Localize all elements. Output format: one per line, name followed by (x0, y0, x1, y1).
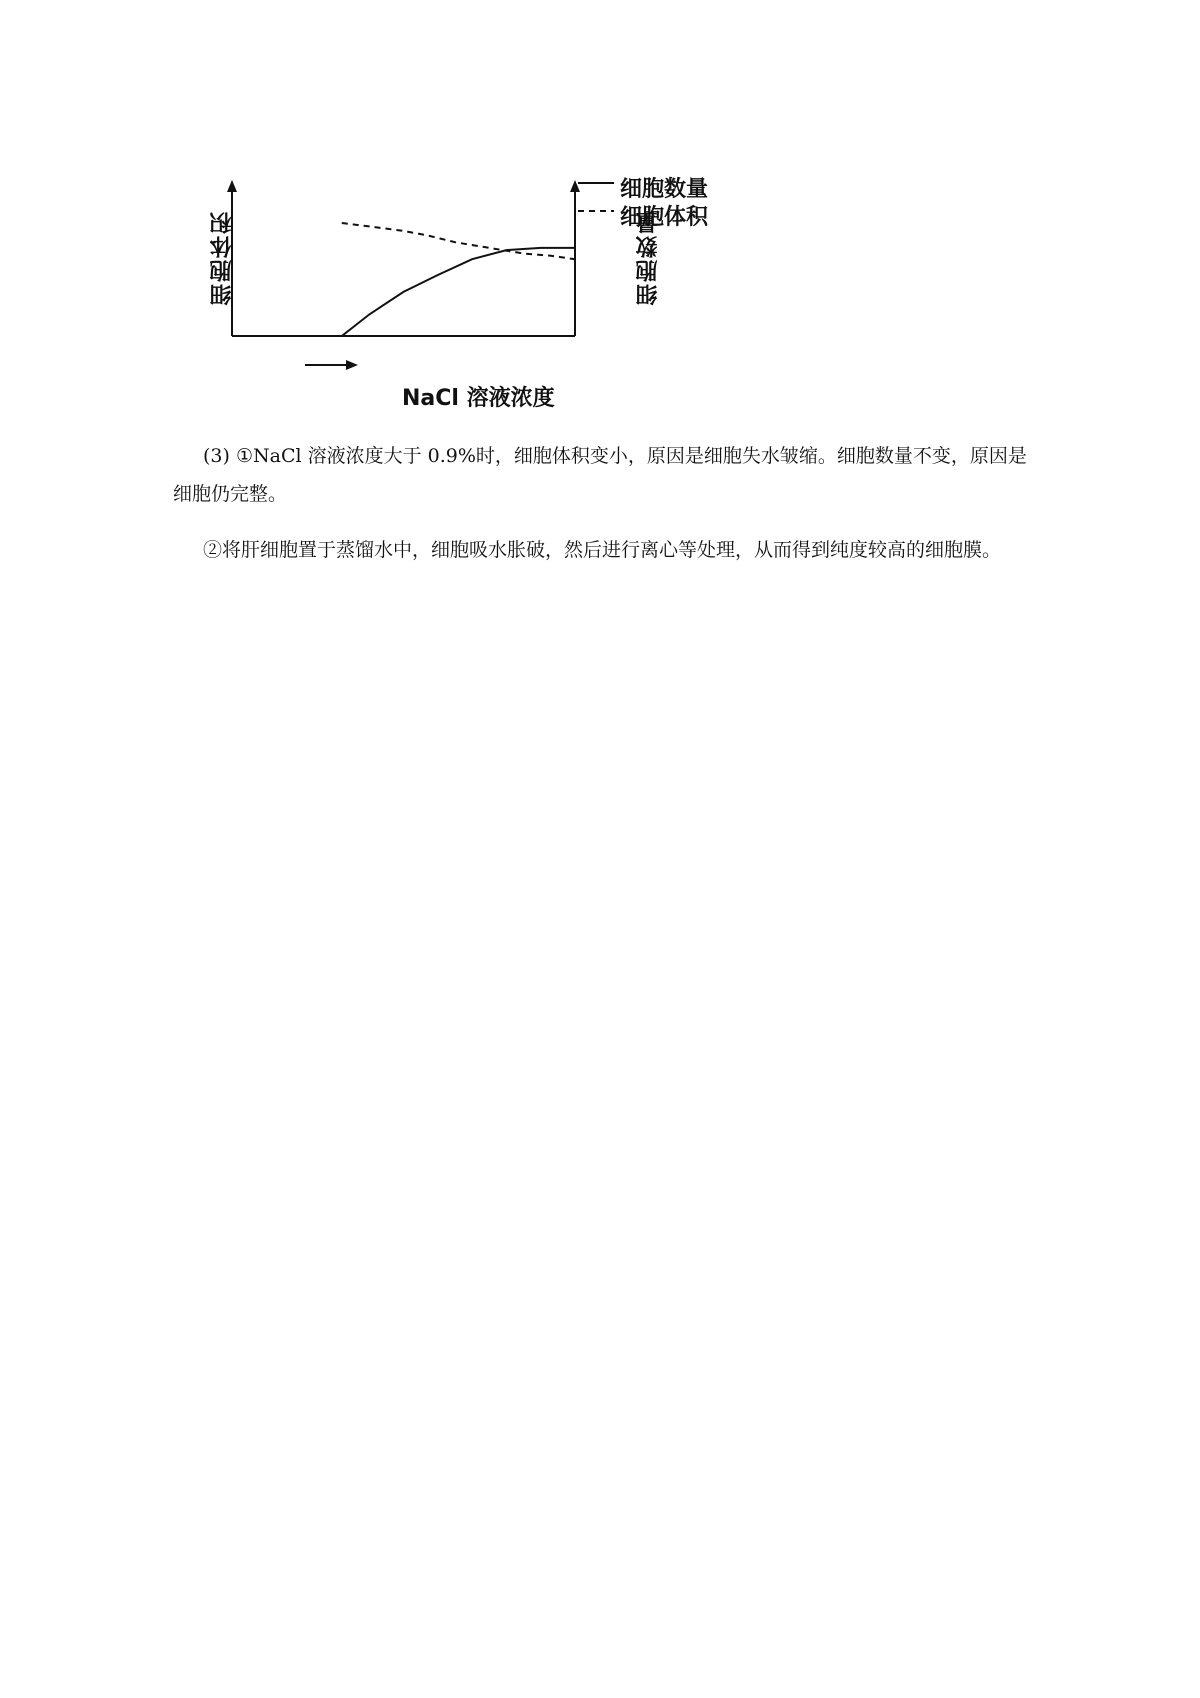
series-line-cell-count (232, 248, 575, 336)
y-axis-left-arrow-icon (227, 180, 237, 192)
answer-paragraph-2: ②将肝细胞置于蒸馏水中，细胞吸水胀破，然后进行离心等处理，从而得到纯度较高的细胞膜。 (203, 539, 1002, 561)
y-axis-right-label: 细胞数量 (636, 210, 661, 306)
x-axis-label: NaCl 溶液浓度 (402, 386, 555, 411)
answer-paragraph-1: (3) ①NaCl 溶液浓度大于 0.9%时，细胞体积变小，原因是细胞失水皱缩。细胞数量不变，原因是细胞仍完整。 (173, 445, 1027, 505)
y-axis-left-label: 细胞体积 (210, 210, 235, 306)
legend-entry-solid: 细胞数量 (620, 177, 709, 202)
chart-figure (190, 170, 840, 420)
x-direction-arrow-icon (346, 360, 358, 370)
y-axis-right-arrow-icon (570, 180, 580, 192)
series-line-cell-volume (342, 223, 575, 259)
legend-entry-dashed: 细胞体积 (620, 205, 709, 230)
